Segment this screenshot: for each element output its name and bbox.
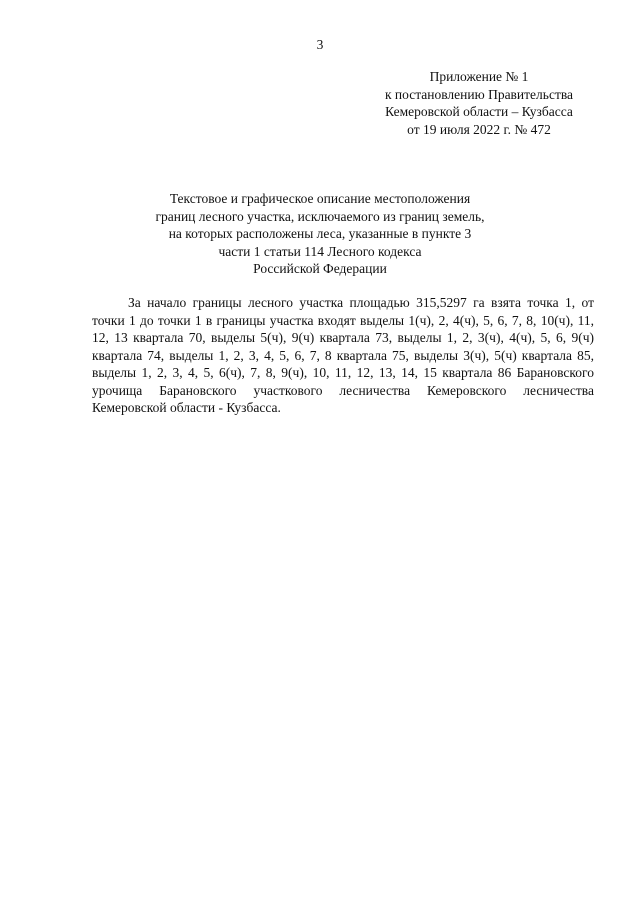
appendix-line-resolution: к постановлению Правительства xyxy=(384,86,574,102)
body-paragraph: За начало границы лесного участка площадью 315,5297 га взята точка 1, от точки 1 до точки 1 в границы участка входят выделы 1(ч), 2, 4(ч), 5, 6, 7, 8, 10(ч), 11, 12, 13 квартала 70, выделы 5(ч), 9(ч) квартала 73, выделы 1, 2, 3(ч), 4(ч), 5, 6, 9(ч) квартала 74, выделы 1, 2, 3, 4, 5, 6, 7, 8 квартала 75, выделы 3(ч), 5(ч) квартала 85, выделы 1, 2, 3, 4, 5, 6(ч), 7, 8, 9(ч), 10, 11, 12, 13, 14, 15 квартала 86 Барановского урочища Барановского участкового лесничества Кемеровского лесничества Кемеровской области - Кузбасса. xyxy=(92,295,594,415)
title-line-4: части 1 статьи 114 Лесного кодекса xyxy=(218,243,422,259)
page-number: 3 xyxy=(316,37,324,52)
appendix-line-region: Кемеровской области – Кузбасса xyxy=(385,104,573,119)
appendix-line-title: Приложение № 1 xyxy=(429,69,529,84)
title-line-3: на которых расположены леса, указанные в пункте 3 xyxy=(168,226,472,241)
title-line-2: границ лесного участка, исключаемого из границ земель, xyxy=(155,208,485,224)
appendix-line-date: от 19 июля 2022 г. № 472 xyxy=(407,121,551,137)
title-line-5: Российской Федерации xyxy=(253,261,387,276)
document-title xyxy=(110,190,530,278)
appendix-header xyxy=(370,68,588,138)
title-line-1: Текстовое и графическое описание местоположения xyxy=(169,191,471,206)
